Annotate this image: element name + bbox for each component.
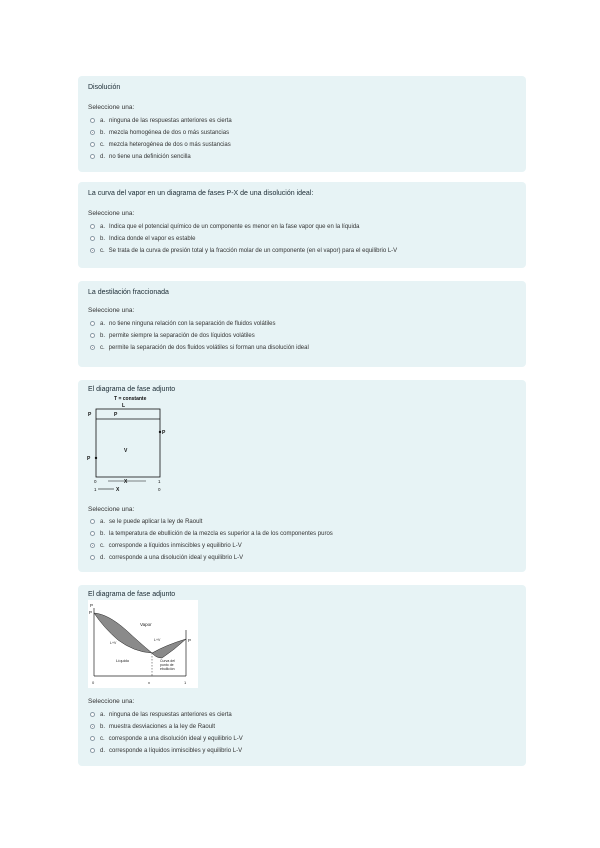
option-text: corresponde a líquidos inmiscibles y equilibrio L-V xyxy=(109,747,243,754)
option-letter: b. xyxy=(100,235,106,242)
option-letter: c. xyxy=(100,344,105,351)
option-text: la temperatura de ebullición de la mezcla es superior a la de los componentes puros xyxy=(109,530,333,537)
answer-option[interactable] xyxy=(90,722,215,731)
label-l: L xyxy=(122,403,126,409)
option-letter: d. xyxy=(100,747,106,754)
radio-button[interactable] xyxy=(90,236,95,241)
option-letter: b. xyxy=(100,332,106,339)
answer-option[interactable] xyxy=(90,343,309,352)
radio-button[interactable] xyxy=(90,248,95,253)
radio-button[interactable] xyxy=(90,118,95,123)
radio-button[interactable] xyxy=(90,712,95,717)
radio-button[interactable] xyxy=(90,333,95,338)
tick-1-right: 1 xyxy=(158,479,161,484)
question-card xyxy=(78,380,526,572)
option-letter: b. xyxy=(100,129,106,136)
answer-option[interactable] xyxy=(90,152,191,161)
option-text: no tiene una definición sencilla xyxy=(109,153,191,160)
radio-button[interactable] xyxy=(90,130,95,135)
option-text: se le puede aplicar la ley de Raoult xyxy=(109,518,203,525)
radio-button[interactable] xyxy=(90,531,95,536)
select-label: Seleccione una: xyxy=(88,210,135,217)
answer-option[interactable] xyxy=(90,140,231,149)
option-letter: a. xyxy=(100,518,106,525)
option-text: mezcla homogénea de dos o más sustancias xyxy=(109,129,230,136)
option-letter: a. xyxy=(100,320,106,327)
radio-button[interactable] xyxy=(90,519,95,524)
option-text: corresponde a una disolución ideal y equilibrio L-V xyxy=(109,554,244,561)
option-letter: b. xyxy=(100,723,106,730)
answer-option[interactable] xyxy=(90,529,333,538)
radio-button[interactable] xyxy=(90,345,95,350)
question-card xyxy=(78,76,526,172)
option-letter: d. xyxy=(100,153,106,160)
option-text: corresponde a líquidos inmiscibles y equilibrio L-V xyxy=(108,542,242,549)
tick-1: 1 xyxy=(184,680,187,685)
label-pb: P xyxy=(162,430,166,436)
label-lv-right: L+V xyxy=(154,638,161,642)
label-pxa: P xyxy=(114,412,118,418)
answer-option[interactable] xyxy=(90,246,397,255)
select-label: Seleccione una: xyxy=(88,698,135,705)
radio-button[interactable] xyxy=(90,724,95,729)
label-p-axis: P xyxy=(90,603,94,608)
question-card xyxy=(78,281,526,367)
option-letter: d. xyxy=(100,554,106,561)
select-label: Seleccione una: xyxy=(88,307,135,314)
answer-option[interactable] xyxy=(90,128,229,137)
option-text: permite la separación de dos fluidos volátiles si forman una disolución ideal xyxy=(108,344,309,351)
label-liquido: Líquido xyxy=(116,658,130,663)
radio-button[interactable] xyxy=(90,748,95,753)
option-text: mezcla heterogénea de dos o más sustancias xyxy=(108,141,231,148)
answer-option[interactable] xyxy=(90,234,195,243)
question-title: La destilación fraccionada xyxy=(88,289,169,296)
option-text: muestra desviaciones a la ley de Raoult xyxy=(109,723,216,730)
label-pa: P xyxy=(87,456,91,462)
option-letter: a. xyxy=(100,711,106,718)
answer-option[interactable] xyxy=(90,541,242,550)
radio-button[interactable] xyxy=(90,321,95,326)
label-lv-left: L+V xyxy=(110,641,117,645)
answer-option[interactable] xyxy=(90,116,232,125)
label-v: V xyxy=(124,448,128,454)
radio-button[interactable] xyxy=(90,543,95,548)
option-text: Indica que el potencial químico de un componente es menor en la fase vapor que en la líquida xyxy=(109,223,360,230)
tick-0-left: 0 xyxy=(94,479,97,484)
option-text: Indica donde el vapor es estable xyxy=(109,235,196,242)
label-p-axis: P xyxy=(88,412,92,418)
answer-option[interactable] xyxy=(90,553,243,562)
tick-1-left: 1 xyxy=(94,487,97,492)
option-letter: b. xyxy=(100,530,106,537)
label-xb: X xyxy=(116,487,120,493)
radio-button[interactable] xyxy=(90,154,95,159)
question-title: La curva del vapor en un diagrama de fases P-X de una disolución ideal: xyxy=(88,190,314,197)
question-title: El diagrama de fase adjunto xyxy=(88,386,176,393)
radio-button[interactable] xyxy=(90,224,95,229)
select-label: Seleccione una: xyxy=(88,104,135,111)
answer-option[interactable] xyxy=(90,222,360,231)
radio-button[interactable] xyxy=(90,142,95,147)
tick-0: 0 xyxy=(92,680,95,685)
label-curve-1: Curva del xyxy=(160,659,175,663)
option-text: corresponde a una disolución ideal y equilibrio L-V xyxy=(108,735,243,742)
tick-0-right: 0 xyxy=(158,487,161,492)
option-letter: c. xyxy=(100,141,105,148)
radio-button[interactable] xyxy=(90,736,95,741)
option-text: Se trata de la curva de presión total y la fracción molar de un componente (en el vapor) para el equilibrio L-V xyxy=(108,247,398,254)
question-title: El diagrama de fase adjunto xyxy=(88,591,176,598)
answer-option[interactable] xyxy=(90,331,255,340)
question-card xyxy=(78,182,526,268)
phase-diagram-figure xyxy=(88,600,198,688)
label-pb: P xyxy=(188,638,192,643)
select-label: Seleccione una: xyxy=(88,506,135,513)
question-title: Disolución xyxy=(88,84,121,91)
answer-option[interactable] xyxy=(90,517,202,526)
label-curve-2: punto de xyxy=(160,663,174,667)
option-letter: c. xyxy=(100,542,105,549)
option-text: ninguna de las respuestas anteriores es cierta xyxy=(109,711,232,718)
option-letter: c. xyxy=(100,735,105,742)
option-letter: a. xyxy=(100,223,106,230)
option-text: ninguna de las respuestas anteriores es cierta xyxy=(109,117,232,124)
option-text: no tiene ninguna relación con la separación de fluidos volátiles xyxy=(109,320,276,327)
label-curve-3: ebullición xyxy=(160,667,175,671)
answer-option[interactable] xyxy=(90,746,242,755)
radio-button[interactable] xyxy=(90,555,95,560)
label-t-constant: T = constante xyxy=(114,396,147,402)
question-card xyxy=(78,585,526,766)
phase-diagram-figure xyxy=(86,394,172,496)
option-text: permite siempre la separación de dos líquidos volátiles xyxy=(109,332,255,339)
label-pa: P xyxy=(89,610,93,615)
option-letter: a. xyxy=(100,117,106,124)
answer-option[interactable] xyxy=(90,319,275,328)
label-xa: X xyxy=(124,479,128,485)
option-letter: c. xyxy=(100,247,105,254)
label-vapor: Vapor xyxy=(140,622,152,627)
tick-xa: x xyxy=(148,680,150,685)
answer-option[interactable] xyxy=(90,734,243,743)
answer-option[interactable] xyxy=(90,710,232,719)
